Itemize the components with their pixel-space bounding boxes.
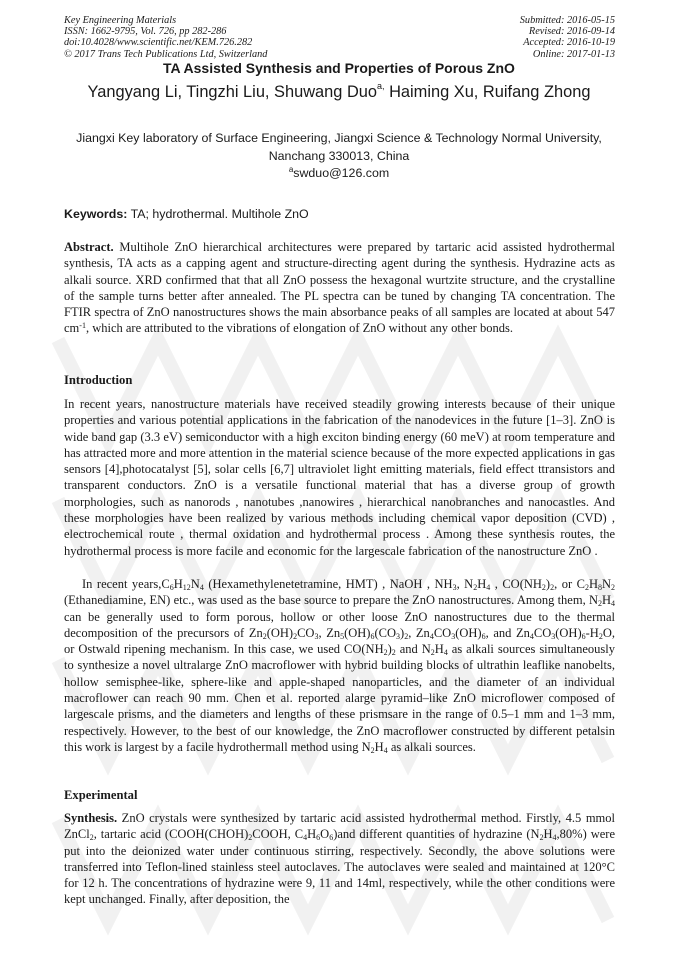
subscript: 2 [584,583,589,592]
subscript: 2 [539,833,544,843]
text-run: CO [433,625,452,640]
email-address: swduo@126.com [293,166,390,180]
subscript: 2 [597,599,602,609]
text-run: (OH) [344,625,371,640]
subscript: 4 [429,631,434,641]
subscript: 2 [473,583,478,592]
text-run: H [173,577,183,591]
text-run: , Zn [408,625,430,640]
subscript: 2 [550,583,555,592]
text-run: O [320,827,330,842]
copyright-line: © 2017 Trans Tech Publications Ltd, Switzerland [64,48,268,60]
abstract-superscript: -1 [79,321,86,331]
text-run: , tartaric acid (COOH(CHOH) [93,827,249,842]
text-run: ZnO crystals were synthesized by tartaric acid assisted hydrothermal method. Firstly, 4.5 mmol ZnCl [64,811,615,842]
introduction-heading: Introduction [64,373,133,387]
keywords-label: Keywords: [64,207,128,221]
subscript: 4 [486,583,491,592]
issn-line: ISSN: 1662-9795, Vol. 726, pp 282-286 [64,26,227,38]
subscript: 2 [541,583,546,592]
affiliation: Jiangxi Key laboratory of Surface Engineering, Jiangxi Science & Technology Normal University, Nanchang 330013, China [76,131,602,163]
text-run: COOH, C [252,827,304,842]
experimental-paragraph [64,810,615,908]
subscript: 3 [452,583,457,592]
text-run: O, or Ostwald ripening mechanism. In this case, we used CO(NH [64,625,615,657]
text-run: , or C [554,577,585,591]
authors-part-1: Yangyang Li, Tingzhi Liu, Shuwang Duo [87,83,378,101]
text-run: ) [545,577,551,591]
abstract [64,239,615,337]
text-run: H [588,577,598,591]
text-run: ) [400,625,405,640]
text-run: as alkali sources simultaneously to synthesize a novel ultralarge ZnO macroflower with hybrid building blocks of ultrathin leaflike nanobelts, hollow semisphee-like, sphere-like and apple-shaped nanoparticles, and the diameter of an individual macroflower can reach 90 mm. Chen et al. reported alarge pyramid–like ZnO microflower composed of largescale prisms, and the diameters and lengths of these prismsare in the range of 0.5–1 mm and 1–3 mm, respectively. However, to the best of our knowledge, the ZnO macroflower constructed by different petalsin this work is largest by a facile hydrothermall method using N [64,642,616,754]
paper-title: TA Assisted Synthesis and Properties of Porous ZnO [163,60,515,76]
text-run: N [190,577,200,591]
subscript: 4 [303,833,308,843]
subscript: 4 [443,648,448,658]
subscript: 4 [383,745,388,755]
journal-name: Key Engineering Materials [64,15,177,26]
text-run: H [434,642,444,657]
subscript: 2 [611,583,616,592]
text-run: as alkali sources. [387,739,476,754]
subscript: 2 [430,648,435,658]
subscript: 4 [552,833,557,843]
abstract-text-2: , which are attributed to the vibrations of elongation of ZnO without any other bonds. [85,321,513,336]
text-run: CO [297,625,315,640]
text-run: (OH) [555,625,582,640]
accepted-date: Accepted: 2016-10-19 [523,37,615,49]
subscript: 12 [182,583,191,592]
subscript: 3 [551,631,556,641]
text-run: , Zn [318,625,341,640]
subscript: 2 [391,648,396,658]
text-run: (Hexamethylenetetramine, HMT) , NaOH , NH [203,577,453,591]
subscript: 3 [396,631,401,641]
subscript: 2 [598,631,603,641]
text-run: , N [456,577,474,591]
text-run: N [601,577,612,591]
introduction-paragraph-2 [64,576,615,755]
text-run: (OH) [455,625,482,640]
subscript: 2 [293,631,298,641]
subscript: 2 [248,833,253,843]
subscript: 3 [314,631,319,641]
text-run: CO [533,625,552,640]
author-list [0,80,678,102]
subscript: 4 [611,599,615,609]
submitted-date: Submitted: 2016-05-15 [519,15,615,26]
abstract-label: Abstract. [64,240,114,254]
subscript: 6 [581,631,586,641]
text-run: H [477,577,487,591]
subscript: 8 [597,583,602,592]
run-in-heading: Synthesis. [64,811,118,825]
subscript: 2 [404,631,409,641]
subscript: 4 [199,583,204,592]
subscript: 4 [529,631,534,641]
subscript: 2 [383,648,388,658]
email-mark: a [288,164,294,174]
publication-dates [520,15,615,60]
experimental-heading: Experimental [64,788,138,802]
revised-date: Revised: 2016-09-14 [528,26,615,38]
introduction-paragraph-1: In recent years, nanostructure materials have received steadily growing interests because of their unique properties and various potential applications in the fabrication of the nanodevices in the future [1–3]. ZnO is wide band gap (3.3 eV) semiconductor with a high exciton binding energy (60 meV) at room temperature and has attracted more and more attention in the material science because of the more expected applications in gas sensors [4],photocatalyst [5], solar cells [6,7] ultraviolet light emitting materials, field effect ttransistors and transparent conductors. ZnO is a versatile functional material that has a diverse group of growth morphologies, such as nanorods , nanotubes ,nanowires , hierarchical nanobranches and nanocastles. And these morphologies have been realized by various methods including chemical vapor deposition (CVD) , electrochemical route , thermal oxidation and hydrothermal process . Among these synthesis routes, the hydrothermal process is more facile and economic for the largescale fabrication of the nanostructure ZnO . [64,397,615,558]
text-run: -H [585,625,599,640]
text-run: H [543,827,553,842]
subscript: 6 [316,833,321,843]
doi-line: doi:10.4028/www.scientific.net/KEM.726.282 [64,37,253,49]
subscript: 6 [329,833,334,843]
corresponding-email [0,166,678,180]
keywords-text: TA; hydrothermal. Multihole ZnO [127,207,309,221]
text-run: ) [387,642,392,657]
subscript: 6 [169,583,174,592]
subscript: 6 [370,631,375,641]
subscript: 2 [89,833,94,843]
text-run: ,80%) were put into the deionized water under continuous stirring, respectively. Secondly, the above solutions were transferred into Teflon-lined stainless steel autoclaves. The autoclaves were sealed and maintained at 120°C for 12 h. The concentrations of hydrazine were 9, 11 and 14ml, respectively, while the other conditions were kept unchanged. Finally, after deposition, the [64,827,615,907]
abstract-text-1: Multihole ZnO hierarchical architectures were prepared by tartaric acid assisted hydrothermal synthesis, TA acts as a capping agent and structure-directing agent during the synthesis. Hydrazine acts as alkali source. XRD confirmed that that all ZnO possess the hexagonal wurtzite structure, and the crystalline of the sample turns better after annealed. The PL spectra can be tuned by changing TA concentration. The FTIR spectra of ZnO nanostructures shows the main absorbance peaks of all samples are located at about 547 cm [64,240,615,336]
text-run: and N [395,642,431,657]
subscript: 2 [262,631,267,641]
text-run: (Ethanediamine, EN) etc., was used as the base source to prepare the ZnO nanostructures. Among them, N [64,593,598,608]
subscript: 6 [481,631,486,641]
text-run: can be generally used to form porous, hollow or other loose ZnO nanostructures due to the thermal decomposition of the precursors of Zn [64,609,615,640]
text-run: )and different quantities of hydrazine (N [333,827,540,842]
subscript: 5 [340,631,345,641]
subscript: 2 [370,745,375,755]
keywords [64,207,309,221]
text-run: , CO(NH [490,577,542,591]
text-run: H [601,593,611,608]
authors-part-2: Haiming Xu, Ruifang Zhong [384,83,591,101]
text-run: H [307,827,317,842]
text-run: (OH) [266,625,294,640]
text-run: H [374,739,384,754]
text-run: , and Zn [485,625,530,640]
text-run: (CO [374,625,397,640]
text-run: In recent years,C [82,577,170,591]
subscript: 3 [451,631,456,641]
author-affiliation-mark: a, [377,80,385,91]
online-date: Online: 2017-01-13 [532,48,615,60]
journal-info [64,15,267,60]
